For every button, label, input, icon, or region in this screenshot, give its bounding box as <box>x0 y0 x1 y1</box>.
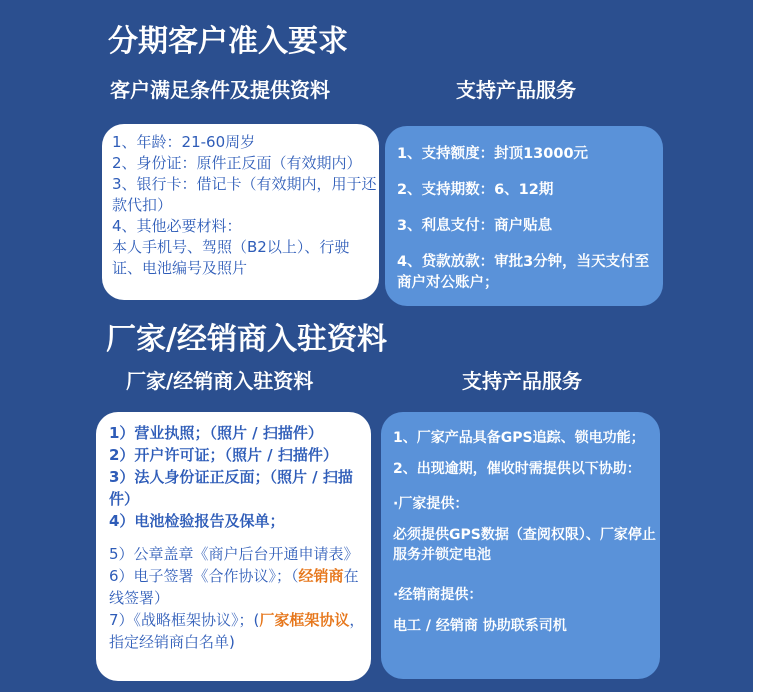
doc-item-esign <box>109 565 369 609</box>
product-services-heading: 支持产品服务 <box>456 78 576 102</box>
service-item-disbursement: 4、贷款放款：审批3分钟，当天支付至商户对公账户； <box>397 254 650 291</box>
service-item-limit: 1、支持额度：封顶13000元 <box>397 146 589 162</box>
factory-provides-text: 必须提供GPS数据（查阅权限）、厂家停止服务并锁定电池 <box>393 527 656 563</box>
support-services-card <box>381 412 660 679</box>
doc-item-battery-report: 4）电池检验报告及保单； <box>109 512 285 530</box>
onboarding-docs-heading: 厂家/经销商入驻资料 <box>126 369 314 393</box>
doc-item-framework-highlight: 厂家框架协议 <box>259 611 350 629</box>
support-item-gps: 1、厂家产品具备GPS追踪、锁电功能； <box>393 430 645 446</box>
doc-item-framework <box>109 609 369 653</box>
doc-item-license: 1）营业执照；（照片 / 扫描件） <box>109 424 323 442</box>
doc-item-esign-highlight: 经销商 <box>298 567 344 585</box>
factory-provides-heading: ·厂家提供： <box>393 496 469 512</box>
onboarding-docs-card <box>96 412 371 681</box>
service-item-terms: 2、支持期数：6、12期 <box>397 182 554 198</box>
doc-item-framework-text: 7）《战略框架协议》；( <box>109 611 260 629</box>
section1-title: 分期客户准入要求 <box>108 24 348 59</box>
doc-item-legal-id: 3）法人身份证正反面；（照片 / 扫描件） <box>109 468 353 508</box>
customer-requirements-card <box>102 124 379 300</box>
dealer-provides-heading: ·经销商提供： <box>393 587 483 603</box>
requirement-item-other: 4、其他必要材料： <box>112 217 242 235</box>
service-item-interest: 3、利息支付：商户贴息 <box>397 218 553 234</box>
doc-item-esign-text: 6）电子签署《合作协议》；（ <box>109 567 299 585</box>
customer-requirements-heading: 客户满足条件及提供资料 <box>110 78 330 102</box>
doc-item-seal: 5）公章盖章《商户后台开通申请表》 <box>109 545 359 563</box>
product-services-heading-2: 支持产品服务 <box>462 369 582 393</box>
section2-title: 厂家/经销商入驻资料 <box>106 322 387 357</box>
requirement-item-id: 2、身份证：原件正反面（有效期内） <box>112 154 362 172</box>
requirement-item-age: 1、年龄：21-60周岁 <box>112 133 256 151</box>
product-services-card <box>385 126 663 306</box>
dealer-provides-text: 电工 / 经销商 协助联系司机 <box>393 618 567 634</box>
doc-item-esign-tail: 在线签署） <box>109 567 359 607</box>
support-item-overdue: 2、出现逾期，催收时需提供以下协助： <box>393 461 641 477</box>
doc-item-account-permit: 2）开户许可证；（照片 / 扫描件） <box>109 446 338 464</box>
doc-item-framework-tail: ，指定经销商白名单) <box>109 611 365 651</box>
requirement-item-other-detail: 本人手机号、驾照（B2以上）、行驶证、电池编号及照片 <box>112 238 350 277</box>
requirement-item-bankcard: 3、银行卡：借记卡（有效期内，用于还款代扣） <box>112 175 377 214</box>
